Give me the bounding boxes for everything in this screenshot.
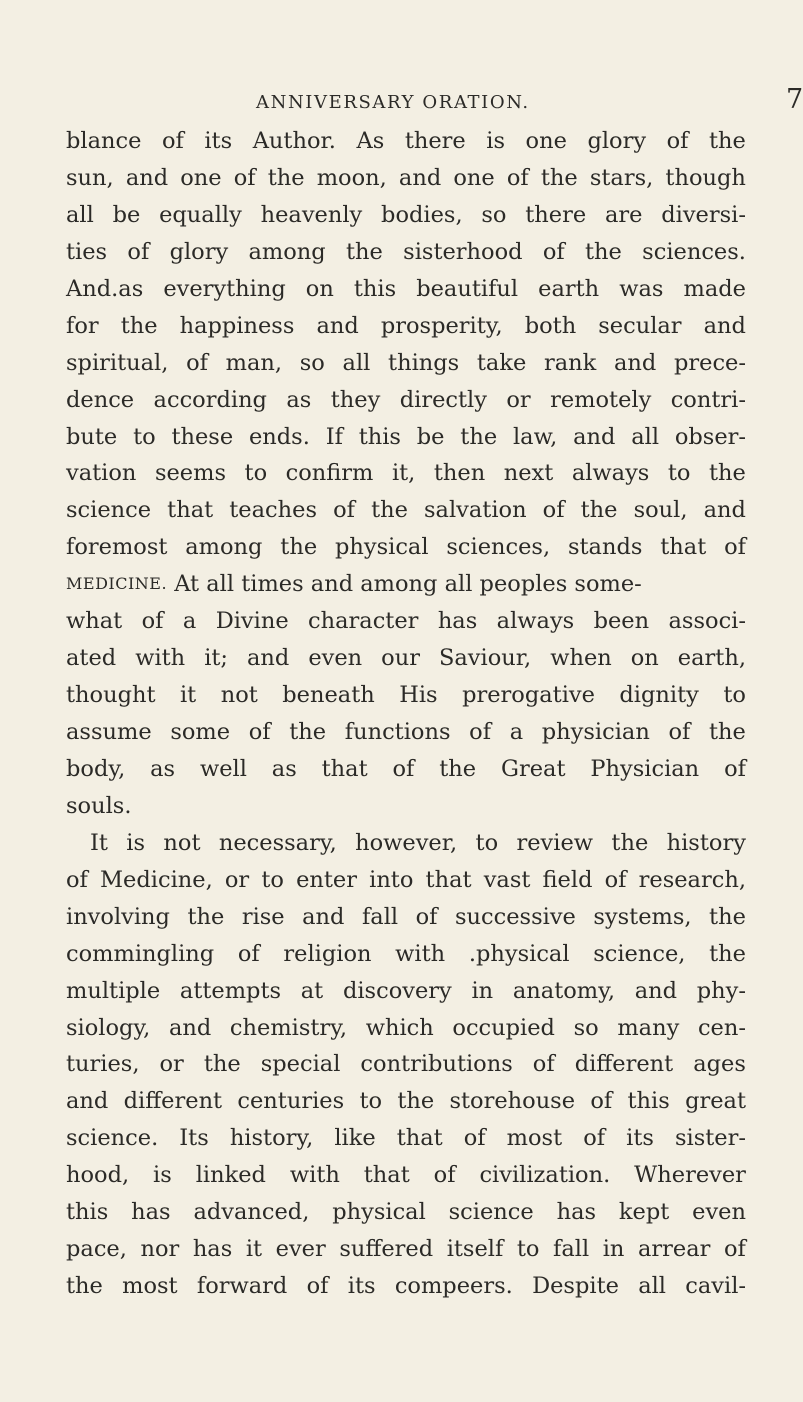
smallcaps-word: MEDICINE. xyxy=(66,574,168,594)
text-line: this has advanced, physical science has kept even xyxy=(66,1199,746,1226)
text-line: all be equally heavenly bodies, so there are diversi- xyxy=(66,201,746,228)
text-line: spiritual, of man, so all things take rank and prece- xyxy=(66,349,746,376)
text-line: And.as everything on this beautiful earth was made xyxy=(66,275,746,302)
text-line: foremost among the physical sciences, stands that of xyxy=(66,534,746,561)
text-line: science that teaches of the salvation of the soul, and xyxy=(66,497,746,524)
text-line: assume some of the functions of a physician of the xyxy=(66,719,746,745)
text-line: the most forward of its compeers. Despite all cavil- xyxy=(66,1273,746,1300)
text-line: commingling of religion with .physical science, the xyxy=(66,940,746,967)
text-line: sun, and one of the moon, and one of the stars, though xyxy=(66,164,746,191)
text-line: MEDICINE. At all times and among all peoples some- xyxy=(66,566,746,603)
text-line: ties of glory among the sisterhood of the sciences. xyxy=(66,238,746,265)
text-line: science. Its history, like that of most of its sister- xyxy=(66,1125,746,1152)
text-line: of Medicine, or to enter into that vast field of research, xyxy=(66,866,746,893)
running-title: ANNIVERSARY ORATION. xyxy=(256,92,530,113)
text-line: body, as well as that of the Great Physician of xyxy=(66,755,746,782)
text-line: bute to these ends. If this be the law, and all obser- xyxy=(66,423,746,450)
text-line: what of a Divine character has always been associ- xyxy=(66,608,746,635)
body-text xyxy=(66,123,746,1305)
text-line: It is not necessary, however, to review the history xyxy=(90,829,746,856)
text-line: ated with it; and even our Saviour, when on earth, xyxy=(66,645,746,672)
text-line: multiple attempts at discovery in anatomy, and phy- xyxy=(66,977,746,1004)
text-line: hood, is linked with that of civilization. Wherever xyxy=(66,1162,746,1189)
text-line: vation seems to confirm it, then next always to the xyxy=(66,460,746,487)
text-line: thought it not beneath His prerogative dignity to xyxy=(66,682,746,709)
page-number: 7 xyxy=(786,84,803,115)
text-line: and different centuries to the storehouse of this great xyxy=(66,1088,746,1115)
text-line: siology, and chemistry, which occupied so many cen- xyxy=(66,1014,746,1041)
text-line: blance of its Author. As there is one glory of the xyxy=(66,128,746,154)
text-line: souls. xyxy=(66,792,132,819)
text-line: pace, nor has it ever suffered itself to fall in arrear of xyxy=(66,1236,746,1263)
text-line: turies, or the special contributions of different ages xyxy=(66,1051,746,1078)
text-line: for the happiness and prosperity, both secular and xyxy=(66,312,746,339)
text-line: involving the rise and fall of successive systems, the xyxy=(66,903,746,930)
text-line: dence according as they directly or remotely contri- xyxy=(66,386,746,413)
